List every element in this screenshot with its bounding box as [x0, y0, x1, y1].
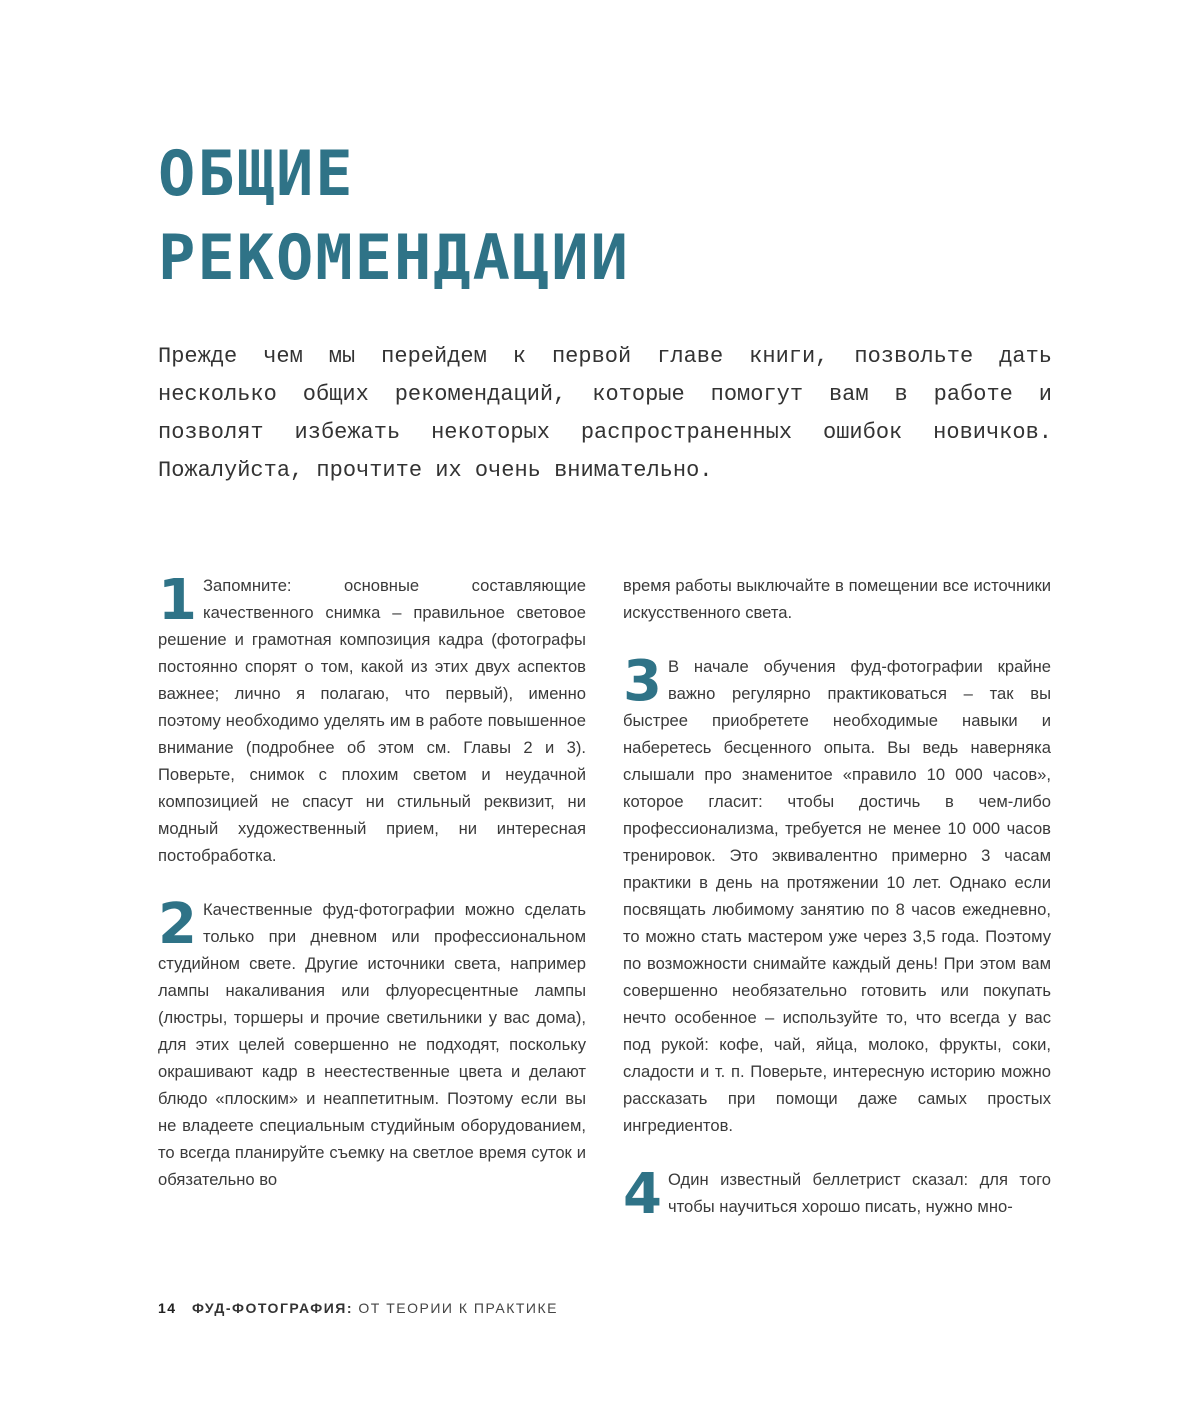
page-number: 14 [158, 1300, 177, 1316]
recommendation-number-2: 2 [158, 892, 197, 957]
intro-paragraph: Прежде чем мы перейдем к первой главе книги, позвольте дать несколько общих рекомендаций, которые помогут вам в работе и позволят избежать некоторых распространенных ошибок новичков. Пожалуйста, прочтите их очень внимательно. [158, 344, 1052, 483]
footer-subtitle: ОТ ТЕОРИИ К ПРАКТИКЕ [358, 1300, 558, 1316]
page-title-line-1: ОБЩИЕ [158, 137, 355, 210]
recommendation-text-2: Качественные фуд-фотографии можно сделать только при дневном или профессиональном студийном свете. Другие источники света, например лампы накаливания или флуоресцентные лампы (люстры, торшеры и прочие светильники у вас дома), для этих целей совершенно не подходят, поскольку окрашивают кадр в неестественные цвета и делают блюдо «плоским» и неаппетитным. Поэтому если вы не владеете специальным студийным оборудованием, то всегда планируйте съемку на светлое время суток и обязательно во [158, 900, 586, 1189]
recommendation-text-2-continued: время работы выключайте в помещении все источники искусственного света. [623, 576, 1051, 622]
recommendation-number-3: 3 [623, 649, 662, 714]
left-column [158, 568, 586, 1220]
recommendation-4 [623, 1162, 1051, 1227]
recommendation-text-4: Один известный беллетрист сказал: для того чтобы научиться хорошо писать, нужно мно- [667, 1170, 1051, 1216]
recommendation-2-continued [623, 572, 1051, 626]
recommendation-3 [623, 649, 1051, 1139]
right-column [623, 572, 1051, 1247]
page-title-line-2: РЕКОМЕНДАЦИИ [158, 221, 630, 294]
page-title [158, 132, 630, 300]
recommendation-text-3: В начале обучения фуд-фотографии крайне важно регулярно практиковаться – так вы быстрее приобретете необходимые навыки и наберетесь бесценного опыта. Вы ведь наверняка слышали про знаменитое «правило 10 000 часов», которое гласит: чтобы достичь в чем-либо профессионализма, требуется не менее 10 000 часов тренировок. Это эквивалентно примерно 3 часам практики в день на протяжении 10 лет. Однако если посвящать любимому занятию по 8 часов ежедневно, то можно стать мастером уже через 3,5 года. Поэтому по возможности снимайте каждый день! При этом вам совершенно необязательно готовить или покупать нечто особенное – используйте то, что всегда у вас под рукой: кофе, чай, яйца, молоко, фрукты, соки, сладости и т. п. Поверьте, интересную историю можно рассказать при помощи даже самых простых ингредиентов. [623, 657, 1051, 1135]
footer-book-title: ФУД-ФОТОГРАФИЯ: [191, 1300, 353, 1316]
recommendation-2 [158, 892, 586, 1193]
recommendation-text-1: Запомните: основные составляющие качественного снимка – правильное световое решение и грамотная композиция кадра (фотографы постоянно спорят о том, какой из этих двух аспектов важнее; лично я полагаю, что первый), именно поэтому необходимо уделять им в работе повышенное внимание (подробнее об этом см. Главы 2 и 3). Поверьте, снимок с плохим светом и неудачной композицией не спасут ни стильный реквизит, ни модный художественный прием, ни интересная постобработка. [158, 576, 586, 865]
recommendation-number-1: 1 [158, 568, 197, 633]
recommendation-1 [158, 568, 586, 869]
page-footer [158, 1300, 558, 1316]
recommendation-number-4: 4 [623, 1162, 662, 1227]
